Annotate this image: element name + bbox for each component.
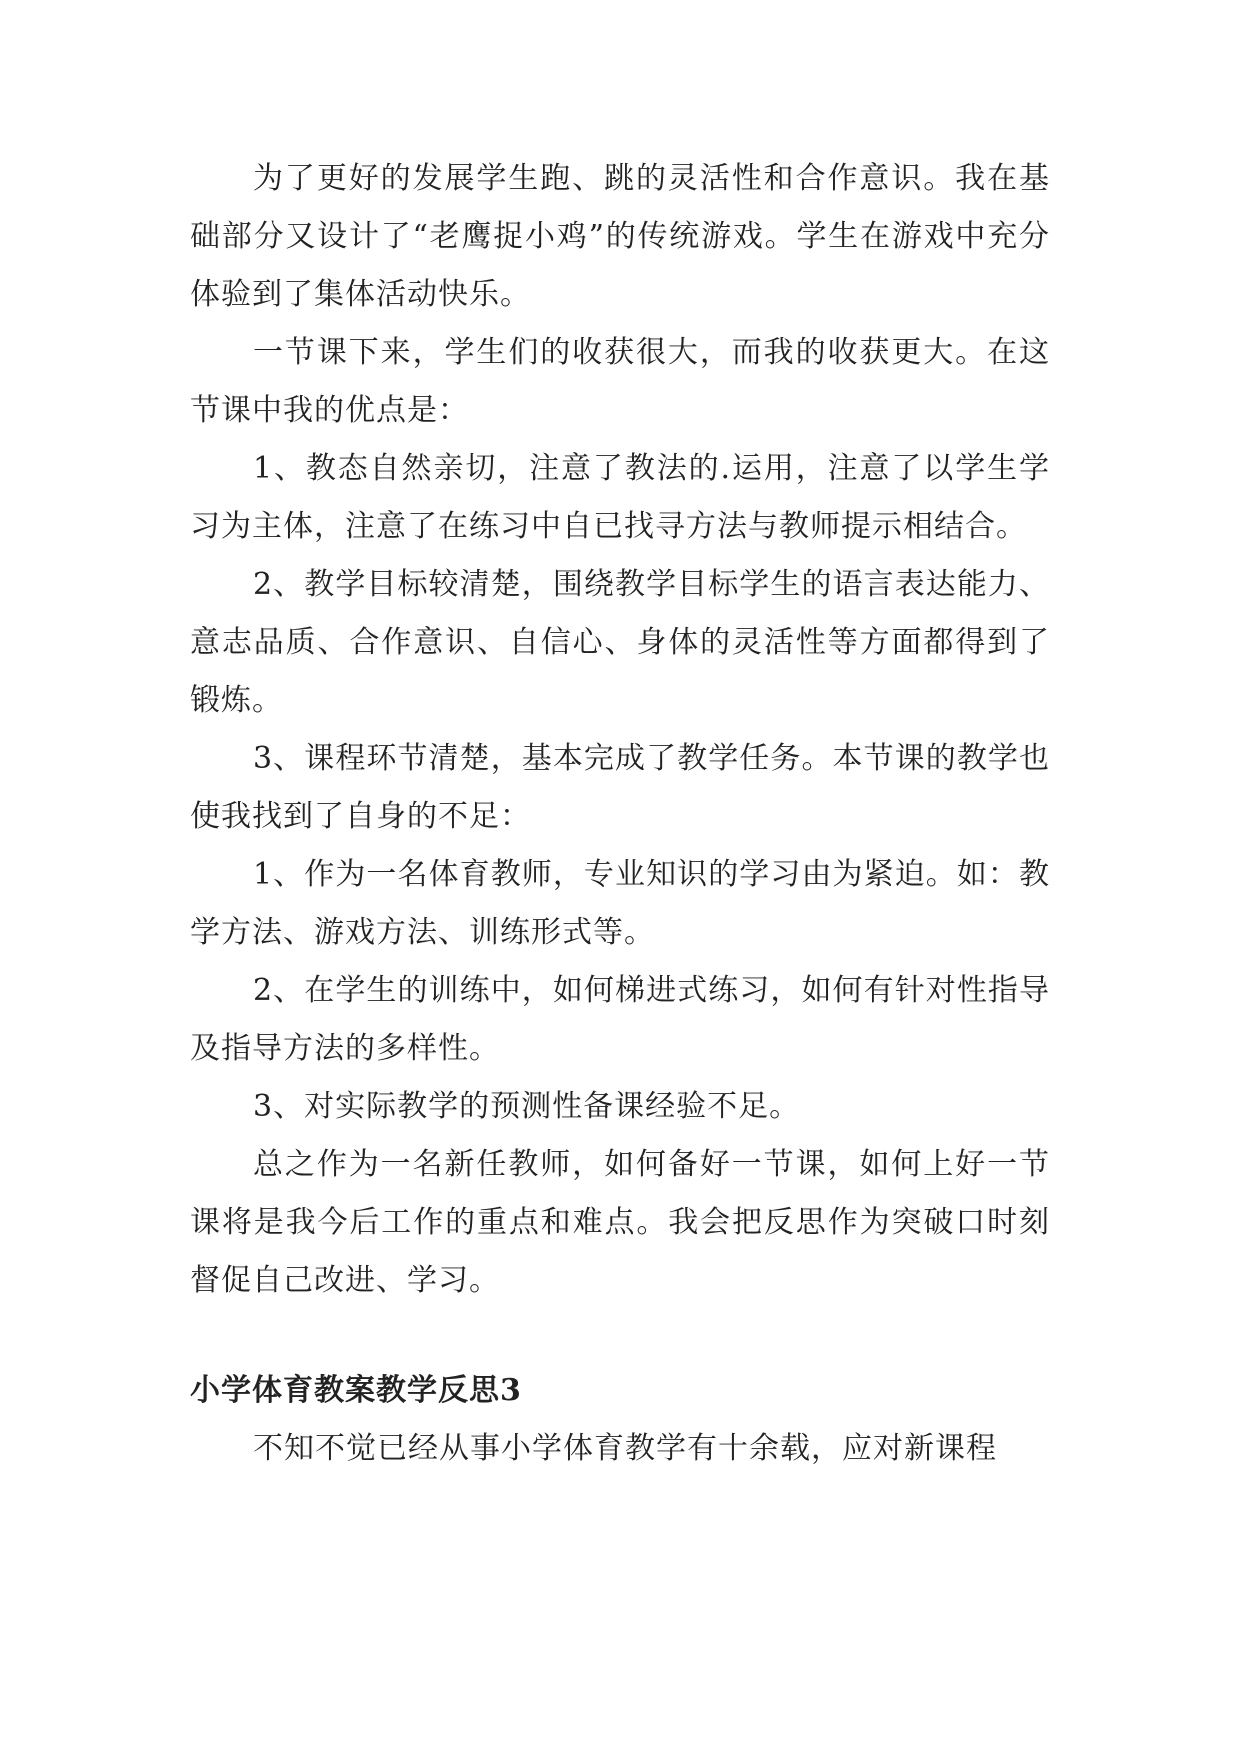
paragraph-strength-3: 3、课程环节清楚，基本完成了教学任务。本节课的教学也使我找到了自身的不足： [190, 741, 1050, 834]
section-heading: 小学体育教案教学反思3 [190, 1373, 522, 1408]
paragraph-summary: 总之作为一名新任教师，如何备好一节课，如何上好一节课将是我今后工作的重点和难点。我会把反思作为突破口时刻督促自己改进、学习。 [190, 1147, 1050, 1298]
paragraph-lesson-gains: 一节课下来，学生们的收获很大，而我的收获更大。在这节课中我的优点是： [190, 335, 1050, 428]
paragraph-weakness-1: 1、作为一名体育教师，专业知识的学习由为紧迫。如：教学方法、游戏方法、训练形式等。 [190, 857, 1050, 950]
paragraph-weakness-3: 3、对实际教学的预测性备课经验不足。 [253, 1089, 801, 1124]
paragraph-weakness-2: 2、在学生的训练中，如何梯进式练习，如何有针对性指导及指导方法的多样性。 [190, 973, 1050, 1066]
paragraph-strength-2: 2、教学目标较清楚，围绕教学目标学生的语言表达能力、意志品质、合作意识、自信心、身体的灵活性等方面都得到了锻炼。 [190, 567, 1050, 718]
document-body [190, 150, 1050, 1478]
paragraph-game-design: 为了更好的发展学生跑、跳的灵活性和合作意识。我在基础部分又设计了“老鹰捉小鸡”的传统游戏。学生在游戏中充分体验到了集体活动快乐。 [190, 161, 1050, 312]
paragraph-strength-1: 1、教态自然亲切，注意了教法的.运用，注意了以学生学习为主体，注意了在练习中自已找寻方法与教师提示相结合。 [190, 451, 1050, 544]
paragraph-section3-intro: 不知不觉已经从事小学体育教学有十余载，应对新课程 [253, 1431, 997, 1466]
